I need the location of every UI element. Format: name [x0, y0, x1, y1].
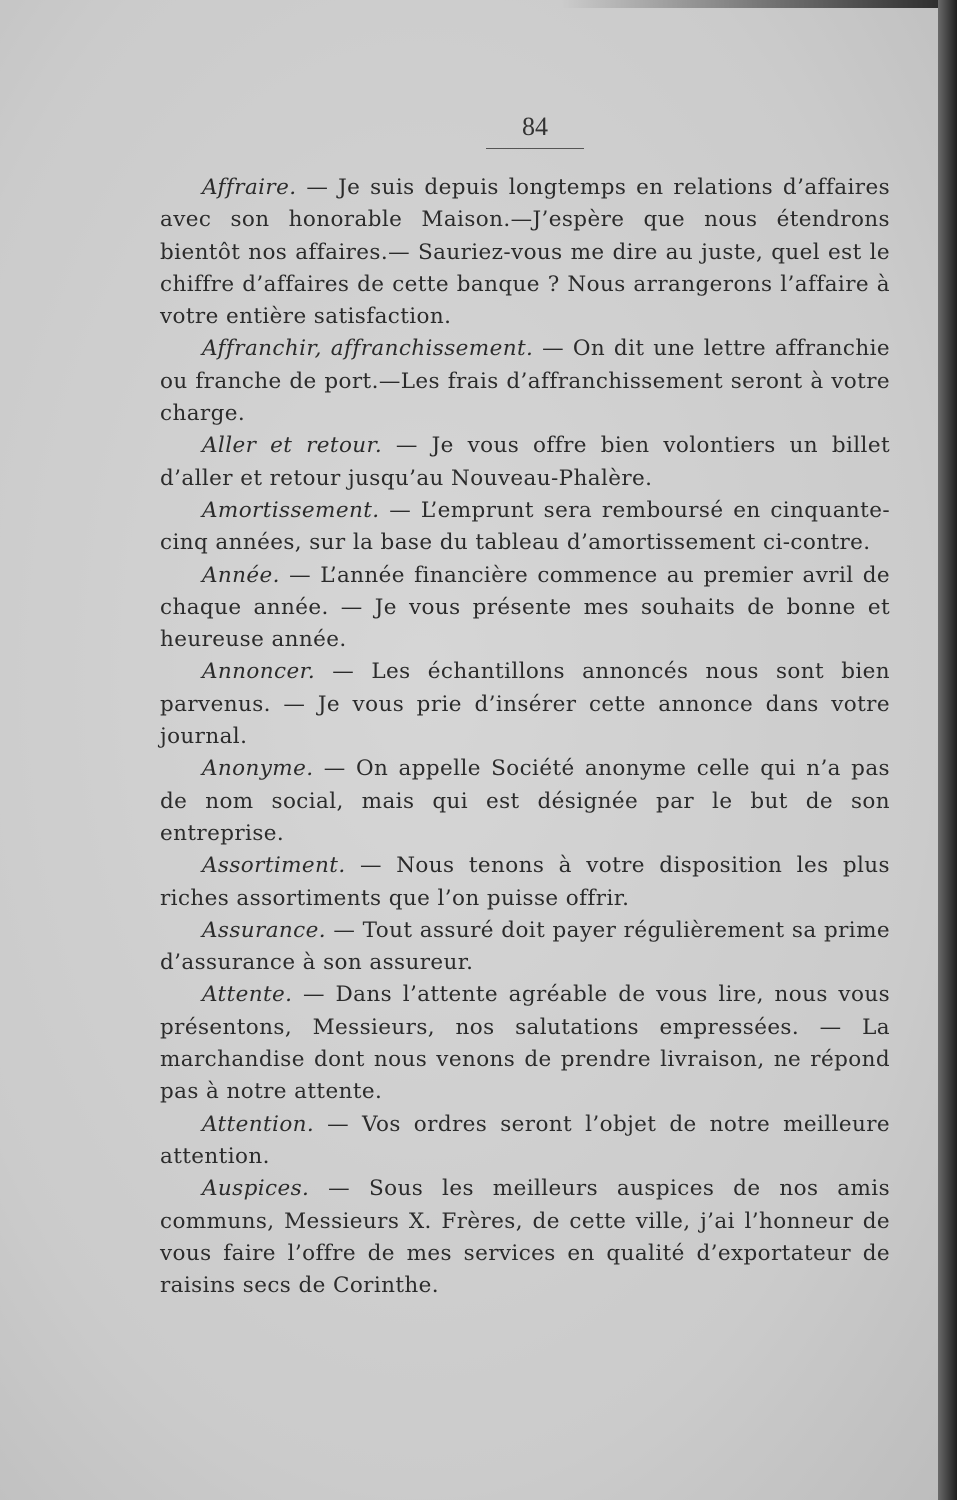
entry-term: Auspices.: [202, 1176, 310, 1202]
dictionary-entries: [160, 172, 890, 1302]
entry-term: Assurance.: [202, 917, 326, 943]
entry-text: — On dit une lettre affranchie ou franche de port.—Les frais d’affranchissement seront à votre charge.: [160, 336, 890, 427]
entry-affranchir: [160, 333, 890, 430]
entry-text: — Nous tenons à votre disposition les plus riches assortiments que l’on puisse offrir.: [160, 853, 890, 911]
entry-assurance: [160, 915, 890, 980]
entry-term: Amortissement.: [202, 497, 380, 523]
entry-term: Annoncer.: [202, 659, 316, 685]
page-edge-shadow: [938, 0, 957, 1500]
scan-shadow-top: [560, 0, 938, 8]
entry-text: — Je vous offre bien volontiers un billet d’aller et retour jusqu’au Nouveau-Phalère.: [160, 433, 890, 491]
entry-annoncer: [160, 656, 890, 753]
entry-auspices: [160, 1173, 890, 1302]
entry-text: — On appelle Société anonyme celle qui n’a pas de nom social, mais qui est désignée par le but de son entreprise.: [160, 756, 890, 846]
entry-attention: [160, 1109, 890, 1174]
entry-text: — Sous les meilleurs auspices de nos amis communs, Messieurs X. Frères, de cette ville, j’ai l’honneur de vous faire l’offre de mes services en qualité d’exportateur de raisins secs de Corinthe.: [160, 1176, 890, 1299]
entry-term: Affranchir, affranchissement.: [202, 336, 534, 362]
entry-term: Affraire.: [202, 175, 297, 200]
entry-assortiment: [160, 850, 890, 915]
entry-term: Anonyme.: [202, 756, 314, 782]
entry-aller-et-retour: [160, 430, 890, 495]
entry-term: Assortiment.: [202, 853, 346, 879]
entry-text: — L’année financière commence au premier avril de chaque année. — Je vous présente mes souhaits de bonne et heureuse année.: [160, 562, 890, 653]
entry-text: — L’emprunt sera remboursé en cinquante-cinq années, sur la base du tableau d’amortissement ci-contre.: [160, 497, 890, 556]
entry-term: Année.: [202, 562, 280, 588]
entry-text: — Dans l’attente agréable de vous lire, nous vous présentons, Messieurs, nos salutations empressées. — La marchandise dont nous venons de prendre livraison, ne répond pas à notre attente.: [160, 982, 890, 1105]
entry-text: — Vos ordres seront l’objet de notre meilleure attention.: [160, 1111, 890, 1169]
entry-term: Aller et retour.: [202, 433, 383, 459]
page-number-rule: [486, 148, 584, 149]
entry-text: — Les échantillons annoncés nous sont bien parvenus. — Je vous prie d’insérer cette annonce dans votre journal.: [160, 659, 890, 750]
page-number: 84: [522, 112, 548, 141]
entry-text: — Tout assuré doit payer régulièrement sa prime d’assurance à son assureur.: [160, 917, 890, 976]
entry-annee: [160, 560, 890, 657]
entry-amortissement: [160, 495, 890, 560]
entry-term: Attente.: [202, 982, 293, 1008]
entry-attente: [160, 979, 890, 1108]
entry-term: Attention.: [202, 1111, 315, 1137]
entry-text: — Je suis depuis longtemps en relations d’affaires avec son honorable Maison.—J’espère que nous étendrons bientôt nos affaires.— Sauriez-vous me dire au juste, quel est le chiffre d’affaires de cette banque ? Nous arrangerons l’affaire à votre entière satisfaction.: [160, 175, 890, 330]
entry-anonyme: [160, 753, 890, 850]
entry-affraire: [160, 172, 890, 333]
